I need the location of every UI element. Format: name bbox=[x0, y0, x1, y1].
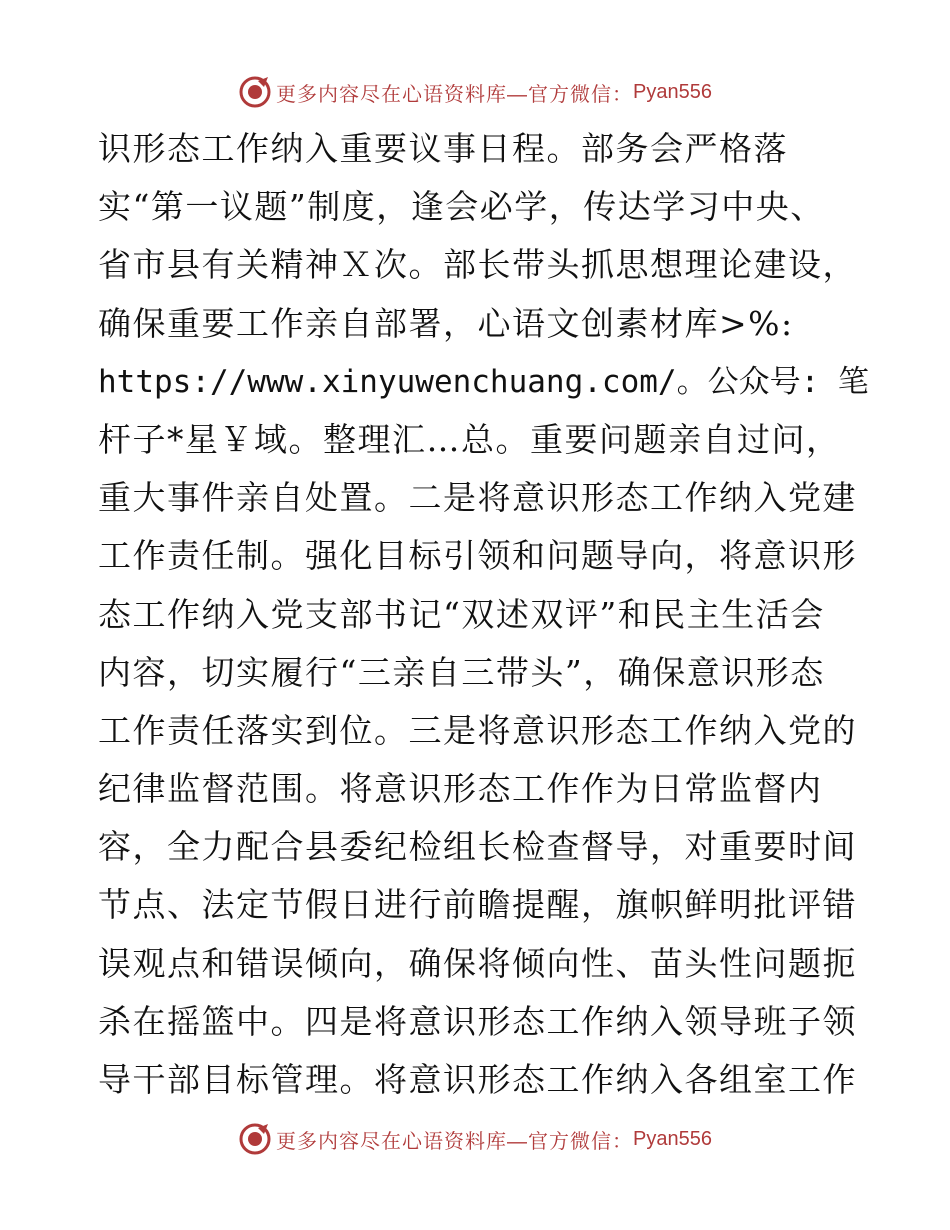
text-line: 导干部目标管理。将意识形态工作纳入各组室工作 bbox=[98, 1060, 857, 1099]
text-line: 内容，切实履行“三亲自三带头”，确保意识形态 bbox=[98, 652, 825, 692]
text-line: 省市县有关精神Ｘ次。部长带头抓思想理论建设， bbox=[98, 245, 857, 285]
header-wechat-id: Pyan556 bbox=[633, 80, 712, 103]
text-line: 工作责任落实到位。三是将意识形态工作纳入党的 bbox=[98, 710, 857, 750]
url-text-line: https://www.xinyuwenchuang.com/。公众号: 笔 bbox=[98, 363, 869, 400]
text-line: 节点、法定节假日进行前瞻提醒，旗帜鲜明批评错 bbox=[98, 885, 857, 925]
text-line: 重大事件亲自处置。二是将意识形态工作纳入党建 bbox=[98, 478, 857, 518]
header-text: 更多内容尽在心语资料库—官方微信： bbox=[276, 83, 634, 106]
text-line: 态工作纳入党支部书记“双述双评”和民主生活会 bbox=[98, 594, 825, 634]
brand-logo-icon bbox=[238, 75, 272, 109]
footer-banner bbox=[0, 1119, 950, 1159]
header-banner bbox=[0, 72, 950, 112]
text-line: 确保重要工作亲自部署，心语文创素材库>%: bbox=[98, 303, 794, 343]
footer-text: 更多内容尽在心语资料库—官方微信： bbox=[276, 1130, 634, 1153]
text-line: 杀在摇篮中。四是将意识形态工作纳入领导班子领 bbox=[98, 1001, 857, 1041]
text-line: 杆子*星￥域。整理汇…总。重要问题亲自过问， bbox=[98, 419, 841, 459]
text-line: 容，全力配合县委纪检组长检查督导，对重要时间 bbox=[98, 827, 857, 867]
brand-logo-icon bbox=[238, 1122, 272, 1156]
text-line: 纪律监督范围。将意识形态工作作为日常监督内 bbox=[98, 769, 823, 809]
footer-wechat-id: Pyan556 bbox=[633, 1127, 712, 1150]
document-body bbox=[98, 120, 869, 1109]
text-line: 误观点和错误倾向，确保将倾向性、苗头性问题扼 bbox=[98, 943, 857, 983]
text-line: 工作责任制。强化目标引领和问题导向，将意识形 bbox=[98, 536, 857, 576]
text-line: 识形态工作纳入重要议事日程。部务会严格落 bbox=[98, 129, 788, 168]
text-line: 实“第一议题”制度，逢会必学，传达学习中央、 bbox=[98, 187, 825, 227]
